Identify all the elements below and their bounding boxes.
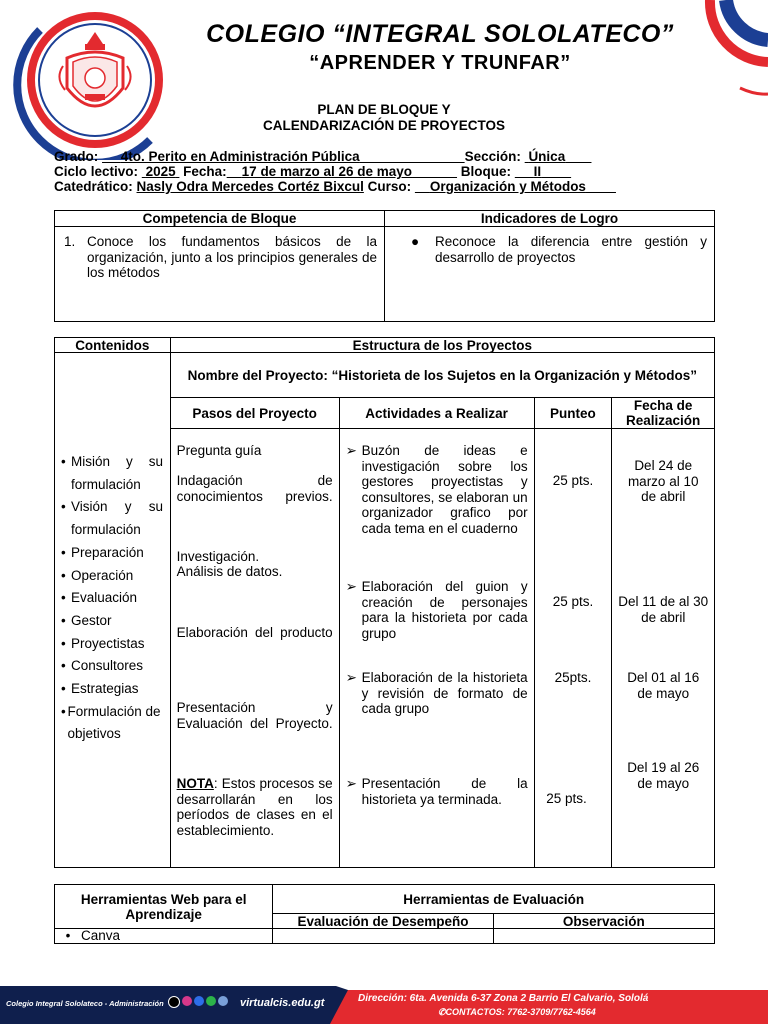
actividad-3: Elaboración de la historieta y revisión de formato de cada grupo xyxy=(361,670,528,716)
web-tool-item: Canva xyxy=(81,928,121,943)
contenidos-header: Contenidos xyxy=(55,338,171,353)
desempeno-header: Evaluación de Desempeño xyxy=(273,914,493,929)
document-title-line1: PLAN DE BLOQUE Y xyxy=(317,102,451,117)
herramientas-web-header: Herramientas Web para el Aprendizaje xyxy=(55,885,273,929)
punteo-cell xyxy=(534,429,612,868)
contenido-item: • Gestor xyxy=(61,610,165,633)
fecha-3: Del 01 al 16 de mayo xyxy=(627,670,700,701)
catedratico-value: Nasly Odra Mercedes Cortéz Bixcul xyxy=(136,179,364,194)
paso-analisis: Análisis de datos. xyxy=(176,564,283,579)
contenidos-cell xyxy=(55,353,171,868)
punteo-1: 25 pts. xyxy=(552,473,594,488)
bullet-icon: • xyxy=(61,612,66,628)
competencia-header: Competencia de Bloque xyxy=(55,211,385,227)
contenidos-list xyxy=(61,451,165,746)
grado-label: Grado: xyxy=(54,149,99,164)
fecha-1: Del 24 de marzo al 10 de abril xyxy=(627,458,699,504)
indicator-text: Reconoce la diferencia entre gestión y desarrollo de proyectos xyxy=(435,234,708,265)
bloque-label: Bloque: xyxy=(460,164,512,179)
paso-indagacion: Indagación de conocimientos previos. xyxy=(176,473,333,504)
nota-block xyxy=(177,776,333,838)
catedratico-label: Catedrático: xyxy=(54,179,133,194)
tiktok-icon xyxy=(168,996,180,1008)
competencia-number: 1. xyxy=(64,234,76,249)
competencia-table xyxy=(54,210,715,322)
footer-address: Dirección: 6ta. Avenida 6-37 Zona 2 Barrio El Calvario, Sololá xyxy=(358,993,649,1004)
punteo-2: 25 pts. xyxy=(552,594,594,609)
contenido-item: • Proyectistas xyxy=(61,633,165,656)
ciclo-label: Ciclo lectivo: xyxy=(54,164,139,179)
fecha-4: Del 19 al 26 de mayo xyxy=(627,760,700,791)
paso-elaboracion: Elaboración del producto xyxy=(176,625,333,640)
indicator-bullet-icon: ● xyxy=(411,234,420,249)
curso-value: Organización y Métodos xyxy=(429,179,586,194)
punteo-3: 25pts. xyxy=(554,670,592,685)
header-corner-decoration xyxy=(680,0,768,110)
web-icon xyxy=(218,996,228,1006)
punteo-4: 25 pts. xyxy=(546,791,587,806)
fecha-2: Del 11 de al 30 de abril xyxy=(618,594,709,625)
actividad-4: Presentación de la historieta ya terminada. xyxy=(361,776,528,807)
contenido-item: • Evaluación xyxy=(61,587,165,610)
bullet-icon: • xyxy=(61,499,66,515)
phone-icon: ✆ xyxy=(438,1007,446,1017)
school-name: COLEGIO “INTEGRAL SOLOLATECO” xyxy=(206,20,674,48)
fecha-header: Fecha de Realización xyxy=(612,398,715,429)
paso-presentacion: Presentación y Evaluación del Proyecto. xyxy=(176,700,333,731)
footer-social-icons xyxy=(168,996,228,1008)
actividad-1: Buzón de ideas e investigación sobre los gestores proyectistas y consultores, se elaboran un organizador grafico por cada tema en el cuaderno xyxy=(361,443,528,536)
project-name: Nombre del Proyecto: “Historieta de los Sujetos en la Organización y Métodos” xyxy=(170,353,714,398)
actividades-header: Actividades a Realizar xyxy=(339,398,534,429)
web-tools-cell xyxy=(55,929,273,944)
ciclo-value: 2025 xyxy=(145,164,176,179)
bullet-icon: • xyxy=(61,703,66,719)
whatsapp-icon xyxy=(206,996,216,1006)
seccion-value: Única xyxy=(528,149,566,164)
competencia-cell xyxy=(55,227,385,322)
info-catedratico-line xyxy=(54,179,616,194)
bullet-icon: • xyxy=(61,681,66,697)
punteo-header: Punteo xyxy=(534,398,612,429)
bullet-icon: • xyxy=(61,454,66,469)
contenido-item: • Formulación de objetivos xyxy=(61,701,165,746)
estructura-table xyxy=(54,337,715,868)
info-grado-line xyxy=(54,149,591,164)
document-title xyxy=(180,102,588,134)
paso-pregunta: Pregunta guía xyxy=(176,443,262,458)
contenido-item: • Estrategias xyxy=(61,678,165,701)
arrow-bullet-icon: ➢ xyxy=(345,776,357,791)
grado-value: 4to. Perito en Administración Pública xyxy=(120,149,360,164)
pasos-cell xyxy=(170,429,339,868)
school-logo-icon xyxy=(55,28,135,128)
bullet-icon: • xyxy=(65,928,71,943)
nota-text: : Estos procesos se desarrollarán en los períodos de clases en el establecimiento. xyxy=(176,776,333,838)
pasos-header: Pasos del Proyecto xyxy=(170,398,339,429)
fecha-label: Fecha: xyxy=(183,164,227,179)
fecha-value: 17 de marzo al 26 de mayo xyxy=(241,164,413,179)
footer-website[interactable]: virtualcis.edu.gt xyxy=(240,997,325,1009)
contenido-item: • Consultores xyxy=(61,655,165,678)
observacion-cell xyxy=(493,929,714,944)
bullet-icon: • xyxy=(61,590,66,606)
bullet-icon: • xyxy=(61,635,66,651)
contenido-item: • Misión y su formulación xyxy=(61,451,165,496)
contenido-item: • Operación xyxy=(61,565,165,588)
footer-left-text: Colegio Integral Sololateco - Administración xyxy=(6,999,164,1008)
herramientas-evaluacion-header: Herramientas de Evaluación xyxy=(273,885,715,914)
bloque-value: II xyxy=(533,164,542,179)
footer-contacts: ✆CONTACTOS: 7762-3709/7762-4564 xyxy=(438,1007,596,1017)
arrow-bullet-icon: ➢ xyxy=(345,579,357,594)
arrow-bullet-icon: ➢ xyxy=(345,670,357,685)
instagram-icon xyxy=(182,996,192,1006)
indicadores-cell xyxy=(385,227,715,322)
facebook-icon xyxy=(194,996,204,1006)
contenido-item: • Visión y su formulación xyxy=(61,496,165,541)
herramientas-table xyxy=(54,884,715,944)
competencia-text: Conoce los fundamentos básicos de la organización, junto a los principios generales de los métodos xyxy=(87,234,377,280)
indicadores-header: Indicadores de Logro xyxy=(385,211,715,227)
curso-label: Curso: xyxy=(367,179,412,194)
document-title-line2: CALENDARIZACIÓN DE PROYECTOS xyxy=(262,118,506,133)
desempeno-cell xyxy=(273,929,493,944)
nota-label: NOTA xyxy=(176,776,214,791)
estructura-header: Estructura de los Proyectos xyxy=(170,338,714,353)
bullet-icon: • xyxy=(61,658,66,674)
arrow-bullet-icon: ➢ xyxy=(345,443,357,458)
observacion-header: Observación xyxy=(493,914,714,929)
school-motto: “APRENDER Y TRUNFAR” xyxy=(309,52,571,74)
fecha-cell xyxy=(612,429,715,868)
bullet-icon: • xyxy=(61,567,66,583)
actividad-2: Elaboración del guion y creación de personajes para la historieta por cada grupo xyxy=(361,579,528,641)
bullet-icon: • xyxy=(61,544,66,560)
actividades-cell xyxy=(339,429,534,868)
contenido-item: • Preparación xyxy=(61,542,165,565)
paso-investigacion: Investigación. xyxy=(176,549,260,564)
seccion-label: Sección: xyxy=(464,149,521,164)
info-ciclo-line xyxy=(54,164,571,179)
